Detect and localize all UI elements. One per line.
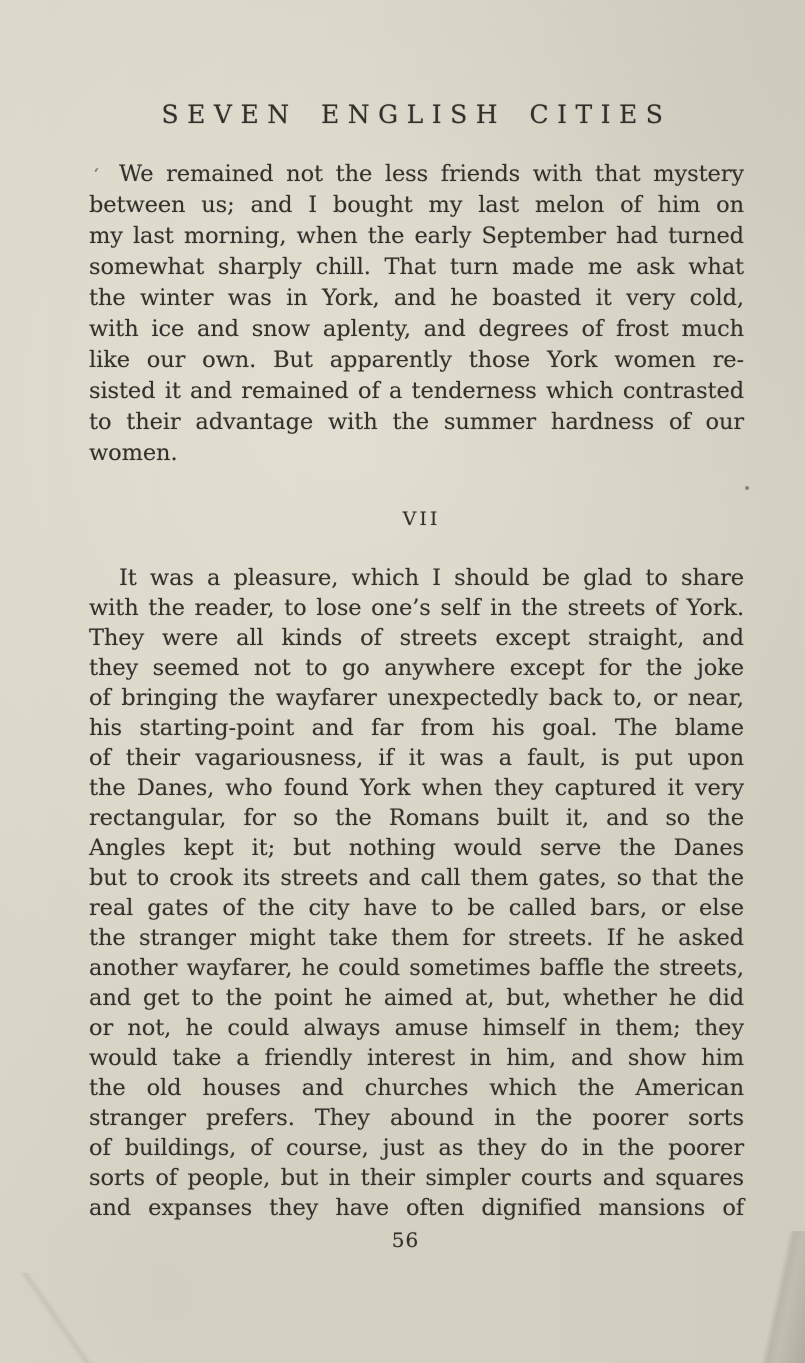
stray-ink-mark: ‘: [89, 164, 100, 186]
text-line: of buildings, of course, just as they do in the poorer: [89, 1135, 744, 1161]
text-line: with the reader, to lose one’s self in the streets of York.: [89, 595, 744, 621]
text-line: but to crook its streets and call them gates, so that the: [89, 865, 744, 891]
paragraph-continuation: [89, 159, 744, 469]
text-line: They were all kinds of streets except straight, and: [89, 625, 744, 651]
text-line: We remained not the less friends with that mystery: [119, 161, 744, 187]
text-line: the Danes, who found York when they captured it very: [89, 775, 744, 801]
text-line: the stranger might take them for streets. If he asked: [89, 925, 744, 951]
text-line: Angles kept it; but nothing would serve the Danes: [89, 835, 744, 861]
ink-speck: [745, 486, 749, 490]
text-line: real gates of the city have to be called bars, or else: [89, 895, 744, 921]
text-line: like our own. But apparently those York women re-: [89, 347, 744, 373]
text-line: the old houses and churches which the American: [89, 1075, 744, 1101]
text-line: sorts of people, but in their simpler courts and squares: [89, 1165, 744, 1191]
corner-crease: [0, 1273, 126, 1363]
text-line: and expanses they have often dignified mansions of: [89, 1195, 744, 1221]
text-line: my last morning, when the early September had turned: [89, 223, 744, 249]
text-line: somewhat sharply chill. That turn made me ask what: [89, 254, 744, 280]
section-heading: VII: [402, 508, 441, 530]
text-line: would take a friendly interest in him, and show him: [89, 1045, 744, 1071]
text-line: rectangular, for so the Romans built it, and so the: [89, 805, 744, 831]
text-line: to their advantage with the summer hardness of our: [89, 409, 744, 435]
text-line: another wayfarer, he could sometimes baffle the streets,: [89, 955, 744, 981]
text-line: of their vagariousness, if it was a fault, is put upon: [89, 745, 744, 771]
page-number: 56: [391, 1228, 420, 1252]
text-line: of bringing the wayfarer unexpectedly back to, or near,: [89, 685, 744, 711]
text-line: sisted it and remained of a tenderness which contrasted: [89, 378, 744, 404]
text-line: or not, he could always amuse himself in them; they: [89, 1015, 744, 1041]
text-line: women.: [89, 440, 178, 466]
running-head: SEVEN ENGLISH CITIES: [161, 100, 672, 129]
text-line: the winter was in York, and he boasted it very cold,: [89, 285, 744, 311]
text-line: and get to the point he aimed at, but, whether he did: [89, 985, 744, 1011]
text-line: his starting-point and far from his goal. The blame: [89, 715, 744, 741]
paragraph-section-vii: [89, 563, 744, 1223]
text-line: with ice and snow aplenty, and degrees of frost much: [89, 316, 744, 342]
text-line: they seemed not to go anywhere except for the joke: [89, 655, 744, 681]
text-line: stranger prefers. They abound in the poorer sorts: [89, 1105, 744, 1131]
text-line: between us; and I bought my last melon of him on: [89, 192, 744, 218]
text-line: It was a pleasure, which I should be glad to share: [119, 565, 744, 591]
